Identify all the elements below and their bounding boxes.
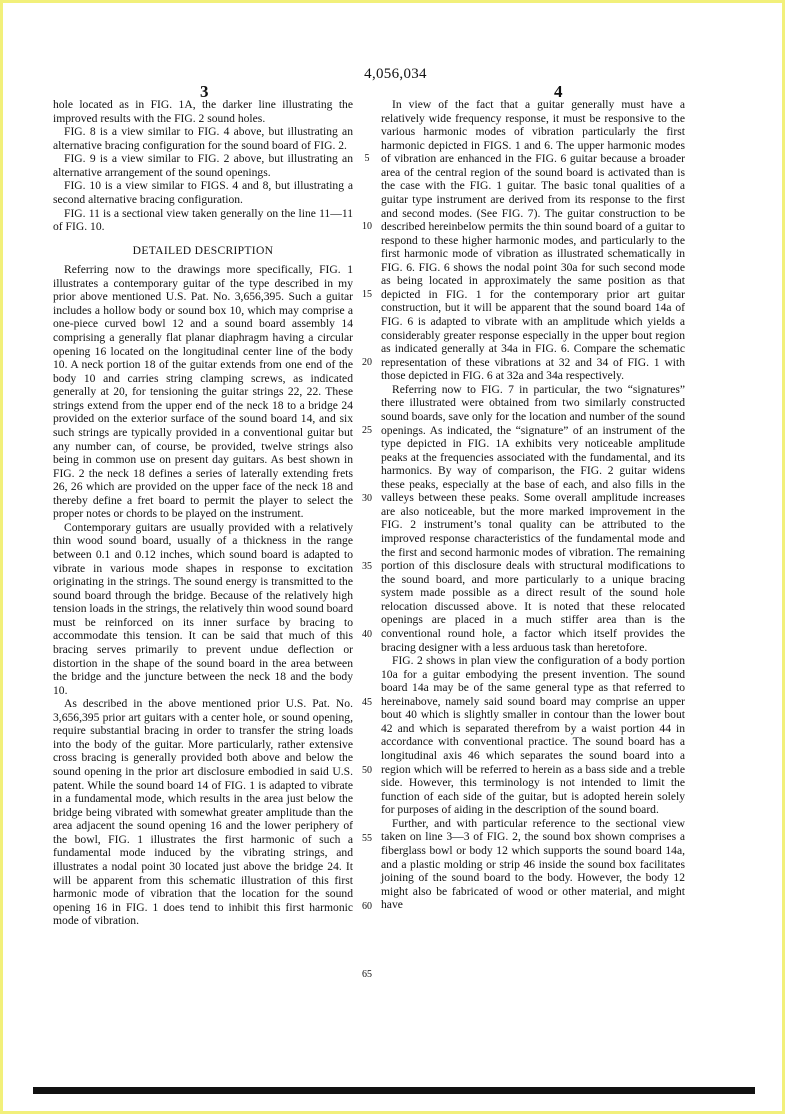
paragraph: Referring now to FIG. 7 in particular, the two “signatures” there illustrated were obtained from two similarly constructed sound boards, save only for the location and number of the sound openings. As indicated, the “signature” of an instrument of the type depicted in FIG. 1A exhibits very noticeable amplitude peaks at the frequencies associated with the fundamental, and its harmonics. By way of comparison, the FIG. 2 guitar widens these peaks, especially at the base of each, and also fills in the valleys between these peaks. Some overall amplitude increases are also noticeable, but the more marked improvement in the FIG. 2 instrument’s tonal quality can be attributed to the improved response characteristics of the fundamental mode and the first and second harmonic modes of vibration. The remaining portion of this disclosure deals with structural modifications to the sound board, and more particularly to a unique bracing system made possible as a direct result of the sound hole relocation discussed above. It is noted that these relocated openings are placed in a much stiffer area than is the conventional round hole, a factor which itself provides the bracing designer with a less arduous task than heretofore. — [381, 382, 685, 654]
line-number: 65 — [362, 969, 372, 980]
line-number: 20 — [362, 357, 372, 368]
right-column — [381, 98, 685, 912]
line-number: 55 — [362, 833, 372, 844]
line-number: 5 — [364, 153, 370, 164]
line-number: 10 — [362, 221, 372, 232]
line-number: 35 — [362, 561, 372, 572]
line-number: 40 — [362, 629, 372, 640]
patent-number: 4,056,034 — [364, 66, 427, 82]
section-heading: DETAILED DESCRIPTION — [132, 243, 274, 257]
page-number-left: 3 — [200, 82, 209, 101]
paragraph: FIG. 8 is a view similar to FIG. 4 above, but illustrating an alternative bracing configuration for the sound board of FIG. 2. — [53, 125, 353, 152]
paragraph: Further, and with particular reference to the sectional view taken on line 3—3 of FIG. 2, the sound box shown comprises a fiberglass bowl or body 12 which supports the sound board 14a, and a plastic molding or strip 46 inside the sound box facilitates joining of the sound board to the body. However, the body 12 might also be fabricated of wood or other material, and might have — [381, 816, 685, 912]
paragraph: As described in the above mentioned prior U.S. Pat. No. 3,656,395 prior art guitars with a center hole, or sound opening, require substantial bracing in order to transfer the string loads into the body of the guitar. More particularly, rather extensive cross bracing is generally provided both above and below the sound opening in the prior art disclosure embodied in said U.S. patent. While the sound board 14 of FIG. 1 is adapted to vibrate in a fundamental mode, which results in the area just below the bridge being vibrated with somewhat greater amplitude than the area adjacent the sound opening 16 and the lower periphery of the bowl, FIG. 1 illustrates the first harmonic of such a fundamental mode induced by the vibrating strings, and illustrates a nodal point 30 located just above the bridge 24. It will be apparent from this schematic illustration of this first harmonic mode of vibration that the location for the sound opening 16 in FIG. 1 does tend to inhibit this first harmonic mode of vibration. — [53, 697, 353, 928]
line-number: 60 — [362, 901, 372, 912]
paragraph: FIG. 9 is a view similar to FIG. 2 above, but illustrating an alternative arrangement of the sound openings. — [53, 152, 353, 179]
line-number: 50 — [362, 765, 372, 776]
paragraph: FIG. 11 is a sectional view taken generally on the line 11—11 of FIG. 10. — [53, 206, 353, 234]
paragraph: Referring now to the drawings more specifically, FIG. 1 illustrates a contemporary guitar of the type described in my prior above mentioned U.S. Pat. No. 3,656,395. Such a guitar includes a hollow body or sound box 10, which may comprise a one-piece curved bowl 12 and a sound board assembly 14 comprising a generally flat planar diaphragm having a circular opening 16 located on the longitudinal center line of the body 10. A neck portion 18 of the guitar extends from one end of the body 10 and carries string clamping screws, as indicated generally at 20, for tensioning the guitar strings 22, 22. These strings extend from the upper end of the neck 18 to a bridge 24 provided on the exterior surface of the sound board 14, and six such strings are typically provided in a conventional guitar but any number can, of course, be provided, twelve strings also being in common use on present day guitars. As best shown in FIG. 2 the neck 18 defines a series of laterally extending frets 26, 26 which are provided on the upper face of the neck 18 and thereby define a fret board to permit the player to select the proper notes or chords to be played on the instrument. — [53, 263, 353, 521]
page-number-right: 4 — [554, 82, 563, 101]
left-column — [53, 98, 353, 928]
bottom-rule — [33, 1087, 755, 1094]
paragraph: FIG. 10 is a view similar to FIGS. 4 and 8, but illustrating a second alternative bracing configuration. — [53, 179, 353, 206]
line-number: 25 — [362, 425, 372, 436]
line-number: 15 — [362, 289, 372, 300]
paragraph: hole located as in FIG. 1A, the darker line illustrating the improved results with the FIG. 2 sound holes. — [53, 98, 353, 125]
paragraph: FIG. 2 shows in plan view the configuration of a body portion 10a for a guitar embodying the present invention. The sound board 14a may be of the same general type as that referred to hereinabove, namely said sound board may comprise an upper bout 40 which is slightly smaller in contour than the lower bout 42 and which is separated therefrom by a waist portion 44 in accordance with conventional practice. The sound board has a longitudinal axis 46 which separates the sound board into a region which will be referred to herein as a bass side and a treble side. However, this terminology is not intended to limit the function of each side of the guitar, but is adopted herein solely for purposes of aiding in the description of the sound board. — [381, 654, 685, 817]
line-number: 45 — [362, 697, 372, 708]
paragraph: Contemporary guitars are usually provided with a relatively thin wood sound board, usually of a thickness in the range between 0.1 and 0.12 inches, which sound board is adapted to vibrate in various mode shapes in response to excitation originating in the strings. The sound energy is transmitted to the sound board through the bridge. Because of the relatively high tension loads in the strings, the relatively thin wood sound board must be reinforced on its inner surface by bracing to accommodate this tension. It can be said that much of this bracing serves primarily to prevent undue deflection or distortion in the shape of the sound board in the area between the bridge and the juncture between the neck 18 and the body 10. — [53, 520, 353, 697]
paragraph: In view of the fact that a guitar generally must have a relatively wide frequency response, it must be responsive to the various harmonic modes of vibration particularly the first harmonic depicted in FIGS. 1 and 6. The upper harmonic modes of vibration are enhanced in the FIG. 6 guitar because a broader area of the central region of the sound board is activated than is the case with the FIG. 1 guitar. The basic tonal qualities of a guitar type instrument are derived from its response to the first and second modes. (See FIG. 7). The guitar construction to be described hereinbelow permits the thin sound board of a guitar to respond to these higher harmonic modes, and particularly to the first harmonic mode of vibration as illustrated schematically in FIG. 6. FIG. 6 shows the nodal point 30a for such second mode as being located in approximately the same position as that depicted in FIG. 1 for the contemporary prior art guitar construction, but it will be apparent that the sound board 14a of FIG. 6 is adapted to vibrate with an amplitude which yields a considerably greater response especially in the upper bout region as indicated generally at 34a in FIG. 6. Compare the schematic representation of these vibrations at 32 and 34 of FIG. 1 with those depicted in FIG. 6 at 32a and 34a respectively. — [381, 98, 685, 383]
line-number: 30 — [362, 493, 372, 504]
